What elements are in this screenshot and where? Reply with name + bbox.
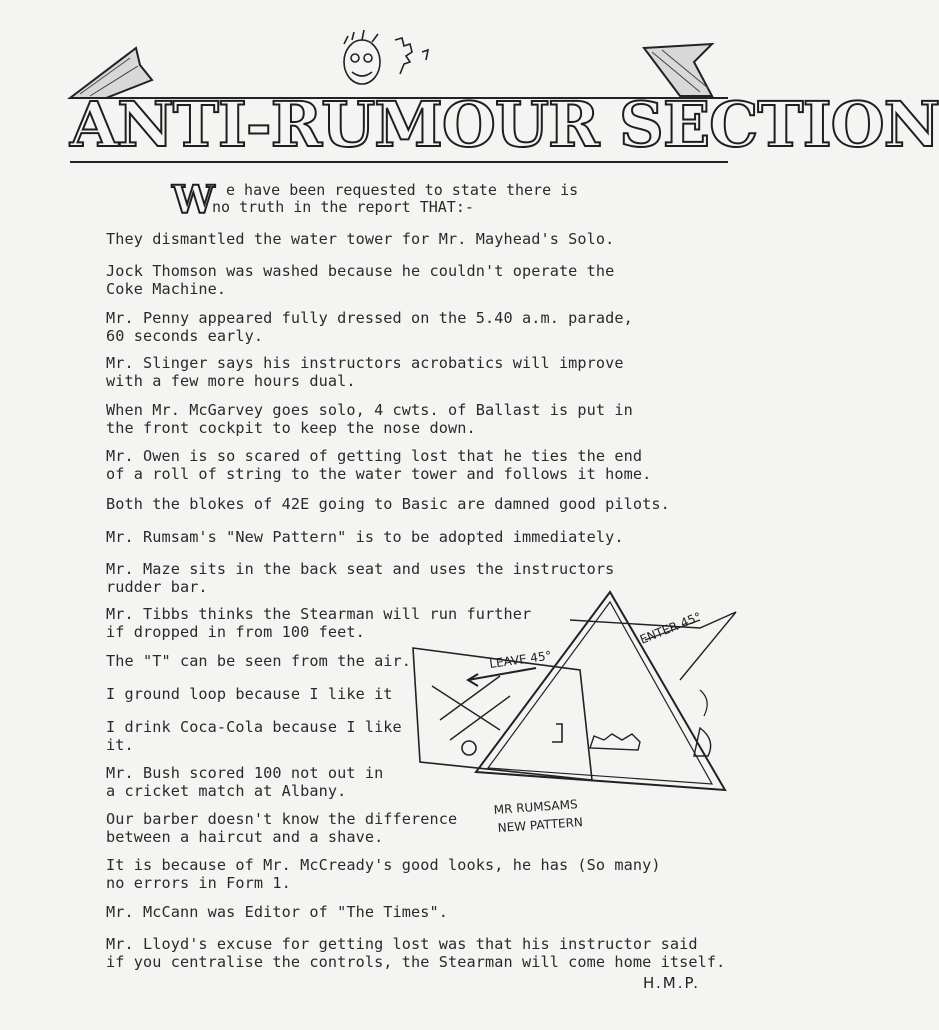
drop-cap: W (172, 177, 215, 222)
rumour-item: Mr. Lloyd's excuse for getting lost was that his instructor said if you centralise the controls, the Stearman will come home itself. (106, 935, 726, 971)
rumour-item: Mr. Bush scored 100 not out in a cricket match at Albany. (106, 764, 384, 800)
rumour-item: Mr. Rumsam's "New Pattern" is to be adopted immediately. (106, 528, 624, 546)
rumour-item: Mr. McCann was Editor of "The Times". (106, 903, 449, 921)
rumour-item: Our barber doesn't know the difference between a haircut and a shave. (106, 810, 458, 846)
rumour-item: Mr. Penny appeared fully dressed on the 5.40 a.m. parade, 60 seconds early. (106, 309, 633, 345)
rumour-item: It is because of Mr. McCready's good looks, he has (So many) no errors in Form 1. (106, 856, 661, 892)
rumour-item: Mr. Tibbs thinks the Stearman will run further if dropped in from 100 feet. (106, 605, 532, 641)
signature: H.M.P. (643, 974, 700, 992)
rumour-item: When Mr. McGarvey goes solo, 4 cwts. of Ballast is put in the front cockpit to keep the nose down. (106, 401, 633, 437)
rumour-item: They dismantled the water tower for Mr. Mayhead's Solo. (106, 230, 615, 248)
sketch-caption-line-1: MR RUMSAMS (493, 797, 579, 817)
rumour-item: I drink Coca-Cola because I like it. (106, 718, 402, 754)
rumour-item: Mr. Owen is so scared of getting lost that he ties the end of a roll of string to the water tower and follows it home. (106, 447, 652, 483)
page-title: ANTI-RUMOUR SECTION (70, 88, 939, 161)
sketch-label-leave: LEAVE 45° (488, 648, 553, 671)
rumour-item: Mr. Slinger says his instructors acrobatics will improve with a few more hours dual. (106, 354, 624, 390)
rumour-item: I ground loop because I like it (106, 685, 393, 703)
intro-line-2: no truth in the report THAT:- (212, 198, 474, 216)
rumour-item: The "T" can be seen from the air. (106, 652, 412, 670)
rumour-item: Mr. Maze sits in the back seat and uses the instructors rudder bar. (106, 560, 615, 596)
sketch-caption-line-2: NEW PATTERN (497, 815, 584, 835)
sketch-label-enter: ENTER 45° (637, 609, 704, 647)
rumour-item: Both the blokes of 42E going to Basic are damned good pilots. (106, 495, 670, 513)
intro-line-1: e have been requested to state there is (226, 181, 579, 199)
rumour-item: Jock Thomson was washed because he couldn't operate the Coke Machine. (106, 262, 615, 298)
